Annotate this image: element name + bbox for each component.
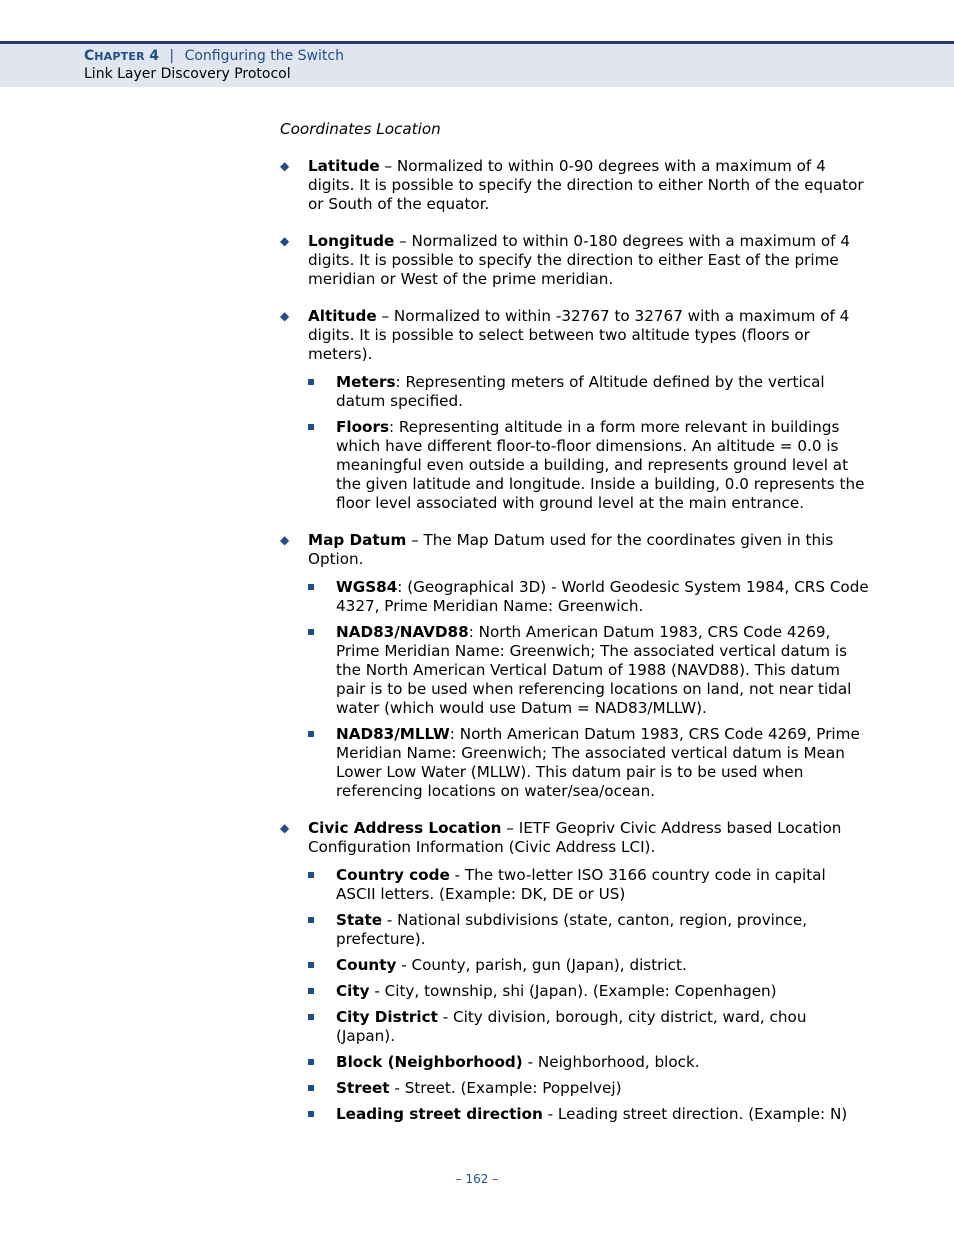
square-bullet-icon xyxy=(308,872,314,878)
diamond-bullet-icon: ◆ xyxy=(280,533,290,547)
bullet-item xyxy=(280,157,870,214)
sub-item xyxy=(308,725,870,801)
sub-term: Block (Neighborhood) xyxy=(336,1053,523,1071)
square-bullet-icon xyxy=(308,424,314,430)
sub-description: : North American Datum 1983, CRS Code 4269, Prime Meridian Name: Greenwich; The associated vertical datum is the North American Vertical Datum of 1988 (NAVD88). This datum pair is to be used when referencing locations on land, not near tidal water (which would use Datum = NAD83/MLLW). xyxy=(336,623,852,717)
sub-description: : (Geographical 3D) - World Geodesic System 1984, CRS Code 4327, Prime Meridian Name: Greenwich. xyxy=(336,578,869,615)
sub-list xyxy=(308,866,870,1124)
bullet-text xyxy=(308,819,870,857)
diamond-bullet-icon: ◆ xyxy=(280,159,290,173)
page-number: – 162 – xyxy=(455,1172,499,1186)
chapter-word: HAPTER xyxy=(94,50,145,63)
sub-term: NAD83/NAVD88 xyxy=(336,623,469,641)
sub-list xyxy=(308,578,870,801)
sub-item xyxy=(308,623,870,718)
bullet-term: Civic Address Location xyxy=(308,819,502,837)
sub-description: - Street. (Example: Poppelvej) xyxy=(389,1079,622,1097)
square-bullet-icon xyxy=(308,629,314,635)
sub-term: WGS84 xyxy=(336,578,398,596)
chapter-initial: C xyxy=(84,48,95,64)
sub-description: - National subdivisions (state, canton, region, province, prefecture). xyxy=(336,911,808,948)
sub-item xyxy=(308,373,870,411)
square-bullet-icon xyxy=(308,731,314,737)
sub-item xyxy=(308,1008,870,1046)
page-header xyxy=(0,41,954,87)
sub-item xyxy=(308,1105,870,1124)
bullet-description: – Normalized to within -32767 to 32767 with a maximum of 4 digits. It is possible to select between two altitude types (floors or meters). xyxy=(308,307,850,363)
square-bullet-icon xyxy=(308,1059,314,1065)
bullet-text xyxy=(308,307,870,364)
sub-description: : Representing meters of Altitude defined by the vertical datum specified. xyxy=(336,373,825,410)
bullet-term: Altitude xyxy=(308,307,377,325)
chapter-heading xyxy=(84,47,344,66)
square-bullet-icon xyxy=(308,988,314,994)
header-separator: | xyxy=(169,48,175,64)
sub-term: Meters xyxy=(336,373,396,391)
bullet-text xyxy=(308,157,870,214)
sub-description: : Representing altitude in a form more relevant in buildings which have different floor-to-floor dimensions. An altitude = 0.0 is meaningful even outside a building, and represents ground level at the given latitude and longitude. Inside a building, 0.0 represents the floor level associated with ground level at the main entrance. xyxy=(336,418,865,512)
sub-term: City xyxy=(336,982,370,1000)
bullet-list xyxy=(280,157,870,1124)
sub-description: - City, township, shi (Japan). (Example: Copenhagen) xyxy=(369,982,777,1000)
square-bullet-icon xyxy=(308,1014,314,1020)
bullet-item xyxy=(280,307,870,513)
section-title: Link Layer Discovery Protocol xyxy=(84,66,291,82)
bullet-term: Latitude xyxy=(308,157,380,175)
chapter-number: 4 xyxy=(149,48,159,64)
bullet-description: – Normalized to within 0-180 degrees with a maximum of 4 digits. It is possible to specify the direction to either East of the prime meridian or West of the prime meridian. xyxy=(308,232,851,288)
sub-term: Floors xyxy=(336,418,389,436)
sub-item xyxy=(308,911,870,949)
sub-term: Leading street direction xyxy=(336,1105,543,1123)
sub-item xyxy=(308,1079,870,1098)
sub-item xyxy=(308,982,870,1001)
square-bullet-icon xyxy=(308,1111,314,1117)
chapter-title: Configuring the Switch xyxy=(184,48,344,64)
sub-term: City District xyxy=(336,1008,438,1026)
sub-term: NAD83/MLLW xyxy=(336,725,450,743)
sub-item xyxy=(308,956,870,975)
page-content xyxy=(280,120,870,1142)
bullet-term: Longitude xyxy=(308,232,395,250)
square-bullet-icon xyxy=(308,1085,314,1091)
sub-description: : North American Datum 1983, CRS Code 4269, Prime Meridian Name: Greenwich; The associated vertical datum is Mean Lower Low Water (MLLW). This datum pair is to be used when referencing locations on water/sea/ocean. xyxy=(336,725,860,800)
bullet-text xyxy=(308,531,870,569)
bullet-item xyxy=(280,531,870,801)
sub-description: - Neighborhood, block. xyxy=(522,1053,700,1071)
bullet-item xyxy=(280,819,870,1124)
sub-description: - City division, borough, city district, ward, chou (Japan). xyxy=(336,1008,807,1045)
sub-item xyxy=(308,578,870,616)
diamond-bullet-icon: ◆ xyxy=(280,234,290,248)
bullet-description: – Normalized to within 0-90 degrees with a maximum of 4 digits. It is possible to specify the direction to either North of the equator or South of the equator. xyxy=(308,157,864,213)
bullet-description: – IETF Geopriv Civic Address based Location Configuration Information (Civic Address LCI). xyxy=(308,819,842,856)
sub-term: Country code xyxy=(336,866,450,884)
bullet-description: – The Map Datum used for the coordinates given in this Option. xyxy=(308,531,834,568)
bullet-item xyxy=(280,232,870,289)
sub-description: - County, parish, gun (Japan), district. xyxy=(396,956,687,974)
sub-term: State xyxy=(336,911,383,929)
sub-term: Street xyxy=(336,1079,390,1097)
diamond-bullet-icon: ◆ xyxy=(280,309,290,323)
sub-description: - The two-letter ISO 3166 country code in capital ASCII letters. (Example: DK, DE or US) xyxy=(336,866,826,903)
bullet-term: Map Datum xyxy=(308,531,407,549)
square-bullet-icon xyxy=(308,962,314,968)
sub-item xyxy=(308,866,870,904)
bullet-text xyxy=(308,232,870,289)
sub-item xyxy=(308,1053,870,1072)
diamond-bullet-icon: ◆ xyxy=(280,821,290,835)
square-bullet-icon xyxy=(308,379,314,385)
square-bullet-icon xyxy=(308,917,314,923)
sub-item xyxy=(308,418,870,513)
square-bullet-icon xyxy=(308,584,314,590)
sub-list xyxy=(308,373,870,513)
intro-heading: Coordinates Location xyxy=(280,120,441,138)
sub-term: County xyxy=(336,956,397,974)
sub-description: - Leading street direction. (Example: N) xyxy=(542,1105,848,1123)
